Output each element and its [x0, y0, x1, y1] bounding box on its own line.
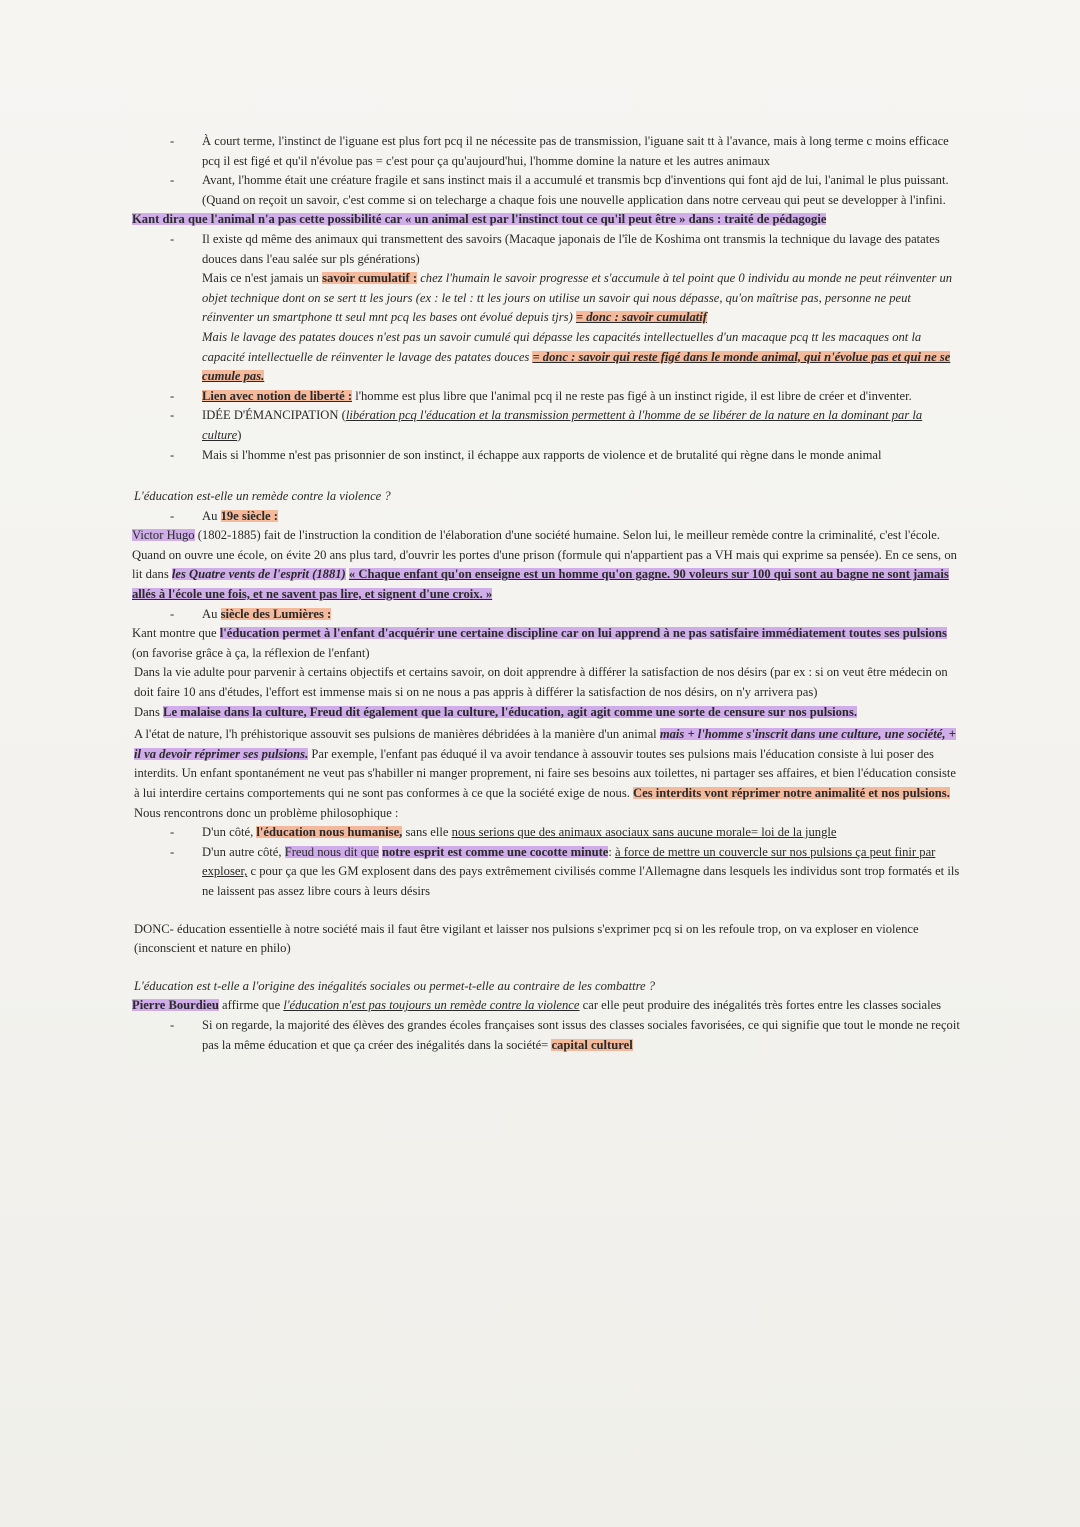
highlight-capital-culturel: capital culturel: [551, 1037, 633, 1052]
bullet-text: Mais si l'homme n'est pas prisonnier de son instinct, il échappe aux rapports de violence et de brutalité qui règne dans le monde animal: [202, 447, 882, 462]
text: IDÉE D'ÉMANCIPATION (: [202, 408, 346, 423]
bullet-liberte: [134, 387, 960, 407]
paragraph-etat-nature: [134, 725, 960, 803]
bullet-humanise: [134, 823, 960, 843]
text-italic: Mais le lavage des patates douces n'est pas un savoir cumulé qui dépasse les capacités intellectuelles d'un macaque pcq tt les macaques ont la capacité intellectuelle de réinventer le lavage des patates douces: [202, 329, 922, 364]
text-underlined: à force de mettre un couvercle sur nos pulsions ça peut finir par exploser,: [202, 844, 936, 879]
highlight-interdits: Ces interdits vont réprimer notre animalité et nos pulsions.: [633, 786, 950, 800]
kant-quote-highlight: Kant dira que l'animal n'a pas cette possibilité car « un animal est par l'instinct tout ce qu'il peut être » dans : traité de pédagogie: [132, 212, 827, 227]
spacer: [134, 902, 960, 920]
text: A l'état de nature, l'h préhistorique assouvit ses pulsions de manières débridées à la manière d'un animal: [134, 727, 657, 742]
sub-19e-siecle: [134, 507, 960, 527]
sub-lumieres: [134, 605, 960, 625]
text: car elle peut produire des inégalités très fortes entre les classes sociales: [582, 998, 942, 1013]
text: c pour ça que les GM explosent dans des pays extrêmement civilisés comme l'Allemagne dans lesquels les individus sont trop formatés et ils ne laissent pas assez libre cours à leurs désirs: [202, 864, 960, 898]
highlight-cocotte: notre esprit est comme une cocotte minute: [381, 844, 609, 859]
text: Dans: [134, 704, 160, 719]
highlight-liberte: Lien avec notion de liberté :: [202, 388, 353, 403]
paragraph-probleme: Nous rencontrons donc un problème philosophique :: [134, 805, 399, 820]
highlight-book-title: les Quatre vents de l'esprit (1881): [171, 567, 346, 582]
bullet-text: À court terme, l'instinct de l'iguane est plus fort pcq il ne nécessite pas de transmission, l'iguane sait tt à l'avance, mais à long terme c moins efficace pcq il est figé et qu'il n'évolue pas = c'est pour ça qu'aujourd'hui, l'homme domine la nature et les autres animaux: [202, 134, 949, 168]
text-underlined: nous serions que des animaux asociaux sans aucune morale= loi de la jungle: [451, 825, 837, 840]
text: Par exemple, l'enfant pas éduqué il va avoir tendance à assouvir toutes ses pulsions mais l'éducation consiste à lui poser des interdits. Un enfant spontanément ne veut pas s'habiller ni manger proprement, ni faire ses besoins aux toilettes, ni partager ses affaires, et bien l'éducation consiste à lui interdire certains comportements qui ne sont pas conformes à ce que la société exige de nous.: [134, 746, 956, 800]
text: (1802-1885) fait de l'instruction la condition de l'élaboration d'une société humaine. Selon lui, le meilleur remède contre la criminalité, c'est l'école. Quand on ouvre une école, on évite 20 ans plus tard, d'ouvrir les portes d'une prison (formule qui n'appartient pas a VH mais qui exprime sa pensée). En ce sens, on lit dans: [132, 528, 957, 582]
highlight-19e-siecle: 19e siècle :: [220, 508, 278, 523]
highlight-reprimer: mais + l'homme s'inscrit dans une culture, une société, + il va devoir réprimer ses pulsions.: [134, 727, 956, 761]
highlight-humanise: l'éducation nous humanise,: [256, 825, 403, 840]
bullet-text: Avant, l'homme était une créature fragile et sans instinct mais il a accumulé et transmis bcp d'inventions qui font ajd de lui, l'animal le plus puissant. (Quand on reçoit un savoir, c'est comme si on telecharge a chaque fois une nouvelle application dans notre cerveau qui peut se developper à l'infini.: [202, 173, 949, 207]
bullet-cocotte: [134, 843, 960, 902]
paragraph-hugo: [132, 526, 960, 604]
bullet-violence: [134, 446, 960, 466]
paragraph-kant-education: [132, 624, 960, 663]
highlight-freud: Freud nous dit que: [284, 844, 379, 859]
text: D'un côté,: [202, 825, 254, 840]
bullet-emancipation: [134, 406, 960, 445]
bullet-macaques: [134, 230, 960, 269]
highlight-savoir-cumulatif: savoir cumulatif :: [322, 271, 418, 286]
text-italic: chez l'humain le savoir progresse et s'accumule à tel point que 0 individu au monde ne peut réinventer un objet technique dont on se sert tt les jours (ex : le tel : tt les jours on utilise un savoir qui nous dépasse, qu'on maîtrise pas, personne ne peut réinventer un smartphone tt seul mnt pcq les bases ont évolué depuis tjrs): [202, 271, 953, 325]
highlight-victor-hugo: Victor Hugo: [132, 528, 195, 543]
text: sans elle: [405, 825, 449, 840]
highlight-lumieres: siècle des Lumières :: [220, 606, 332, 621]
section-heading-inegalites: L'éducation est t-elle a l'origine des inégalités sociales ou permet-t-elle au contraire de les combattre ?: [134, 978, 656, 993]
highlight-freud-censure: Le malaise dans la culture, Freud dit également que la culture, l'éducation, agit agit comme une sorte de censure sur nos pulsions.: [163, 704, 857, 719]
spacer: [134, 465, 960, 487]
highlight-savoir-fige: = donc : savoir qui reste figé dans le monde animal, qui n'évolue pas et qui ne se cumule pas.: [202, 349, 951, 384]
paragraph-patates: [134, 328, 960, 387]
text: Kant montre que: [132, 626, 217, 641]
text: ): [237, 427, 242, 442]
kant-statement: [132, 210, 960, 230]
text: Au: [202, 508, 218, 523]
bullet-text: Il existe qd même des animaux qui transmettent des savoirs (Macaque japonais de l'île de Koshima ont transmis la technique du lavage des patates douces dans l'eau salée sur pls générations): [202, 231, 940, 266]
text-italic-underlined: libération pcq l'éducation et la transmission permettent à l'homme de se libérer de la nature en la dominant par la culture: [202, 408, 923, 442]
text: Si on regarde, la majorité des élèves des grandes écoles françaises sont issus des classes sociales favorisées, ce qui signifie que tout le monde ne reçoit pas la même éducation et que ça créer des inégalités dans la société=: [202, 1017, 960, 1052]
highlight-bourdieu: Pierre Bourdieu: [132, 998, 219, 1013]
section-heading-violence: L'éducation est-elle un remède contre la violence ?: [134, 489, 391, 504]
text: Au: [202, 606, 218, 621]
paragraph-savoir-cumulatif: [134, 269, 960, 328]
text: affirme que: [222, 998, 281, 1013]
bullet-iguane: [134, 132, 960, 171]
bullet-text: l'homme est plus libre que l'animal pcq il ne reste pas figé à un instinct rigide, il est libre de créer et d'inventer.: [355, 388, 912, 403]
highlight-hugo-quote: « Chaque enfant qu'on enseigne est un homme qu'on gagne. 90 voleurs sur 100 qui sont au bagne ne sont jamais allés à l'école une fois, et ne savent pas lire, et signent d'une croix. »: [132, 567, 949, 602]
paragraph-freud-malaise: [134, 703, 960, 723]
highlight-donc: = donc : savoir cumulatif: [575, 310, 707, 325]
text: Mais ce n'est jamais un: [202, 271, 319, 286]
highlight-kant-discipline: l'éducation permet à l'enfant d'acquérir une certaine discipline car on lui apprend à ne pas satisfaire immédiatement toutes ses pulsions: [219, 626, 947, 641]
bullet-homme-fragile: [134, 171, 960, 210]
text: :: [608, 844, 612, 859]
spacer: [134, 959, 960, 977]
text: (on favorise grâce à ça, la réflexion de l'enfant): [132, 645, 370, 660]
paragraph-bourdieu: [132, 996, 960, 1016]
bullet-grandes-ecoles: [134, 1016, 960, 1055]
paragraph-vie-adulte: Dans la vie adulte pour parvenir à certains objectifs et certains savoir, on doit apprendre à différer la satisfaction de nos désirs (par ex : si on veut être médecin on doit faire 10 ans d'études, l'effort est immense mais si on ne nous a pas appris à différer la satisfaction de nos désirs, on n'y arrivera pas): [134, 665, 948, 700]
text: D'un autre côté,: [202, 844, 282, 859]
paragraph-donc: DONC- éducation essentielle à notre société mais il faut être vigilant et laisser nos pulsions s'exprimer pcq si on les refoule trop, on va exploser en violence (inconscient et nature en philo): [134, 921, 919, 956]
text-italic-underlined: l'éducation n'est pas toujours un remède contre la violence: [283, 998, 580, 1013]
